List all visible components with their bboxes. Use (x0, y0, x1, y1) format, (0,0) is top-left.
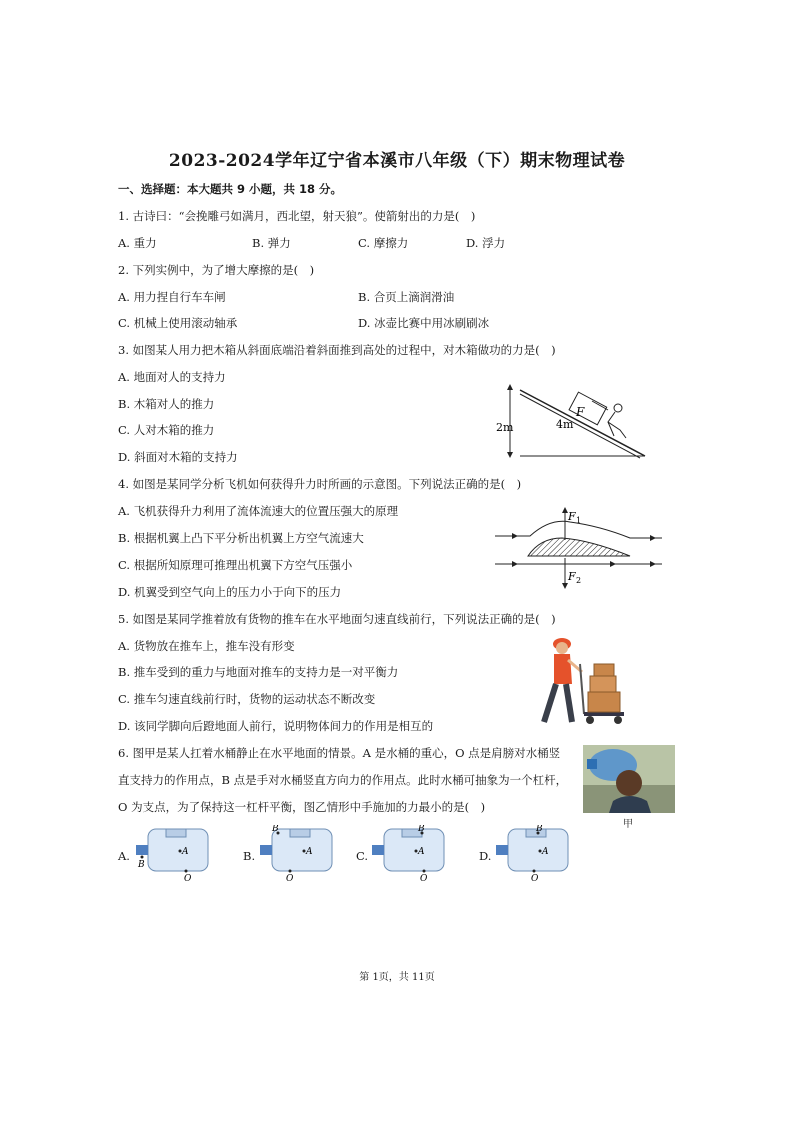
q3-option-d: D. 斜面对木箱的支持力 (118, 450, 238, 464)
lift-force-subscript: 1 (576, 516, 582, 525)
point-b-label: B (272, 825, 279, 834)
point-o-label: O (420, 874, 428, 883)
water-bucket-photo (583, 745, 675, 813)
q4-option-b: B. 根据机翼上凸下平分析出机翼上方空气流速大 (118, 531, 364, 545)
point-o-label: O (286, 874, 294, 883)
lift-force-label: F (568, 510, 576, 523)
incline-figure (490, 376, 650, 460)
q5-option-c: C. 推车匀速直线前行时，货物的运动状态不断改变 (118, 692, 376, 706)
point-a-label: A (418, 847, 425, 857)
question-5-stem: 5. 如图是某同学推着放有货物的推车在水平地面匀速直线前行，下列说法正确的是( ) (118, 612, 556, 626)
point-a-label: A (306, 847, 313, 857)
q2-option-d: D. 冰壶比赛中用冰刷刷冰 (358, 316, 490, 330)
q1-option-a: A. 重力 (118, 236, 157, 250)
question-6-line-2: 直支持力的作用点，B 点是手对水桶竖直方向力的作用点。此时水桶可抽象为一个杠杆， (118, 773, 568, 787)
question-4-stem: 4. 如图是某同学分析飞机如何获得升力时所画的示意图。下列说法正确的是( ) (118, 477, 522, 491)
q1-option-c: C. 摩擦力 (358, 236, 409, 250)
point-a-label: A (542, 847, 549, 857)
downward-force-subscript: 2 (576, 576, 582, 585)
q6-option-d-label: D. (479, 849, 492, 863)
bucket-option-b (258, 825, 338, 883)
q5-option-a: A. 货物放在推车上，推车没有形变 (118, 639, 295, 653)
cart-illustration (532, 634, 632, 730)
point-b-label: B (418, 825, 425, 834)
q2-option-b: B. 合页上滴润滑油 (358, 290, 455, 304)
question-6-line-3: O 为支点，为了保持这一杠杆平衡，图乙情形中手施加的力最小的是( ) (118, 800, 486, 814)
q5-option-b: B. 推车受到的重力与地面对推车的支持力是一对平衡力 (118, 665, 399, 679)
point-b-label: B (138, 860, 145, 870)
wing-figure (490, 500, 665, 592)
q4-option-a: A. 飞机获得升力利用了流体流速大的位置压强大的原理 (118, 504, 399, 518)
q5-option-d: D. 该同学脚向后蹬地面人前行，说明物体间力的作用是相互的 (118, 719, 434, 733)
q4-option-c: C. 根据所知原理可推理出机翼下方空气压强小 (118, 558, 353, 572)
q4-option-d: D. 机翼受到空气向上的压力小于向下的压力 (118, 585, 342, 599)
page-title: 2023-2024学年辽宁省本溪市八年级（下）期末物理试卷 (168, 151, 626, 171)
incline-height-label: 2m (496, 421, 514, 434)
bucket-option-a (134, 825, 214, 883)
q3-option-c: C. 人对木箱的推力 (118, 423, 215, 437)
section-heading: 一、选择题：本大题共 9 小题，共 18 分。 (118, 182, 343, 196)
point-o-label: O (184, 874, 192, 883)
q6-option-b-label: B. (243, 849, 256, 863)
page-footer: 第 1页，共 11页 (359, 972, 435, 983)
point-o-label: O (531, 874, 539, 883)
incline-force-label: F (576, 405, 585, 419)
q6-option-a-label: A. (118, 849, 130, 863)
photo-caption: 甲 (623, 819, 633, 830)
q1-option-d: D. 浮力 (466, 236, 506, 250)
bucket-option-c (370, 825, 450, 883)
question-6-line-1: 6. 图甲是某人扛着水桶静止在水平地面的情景。A 是水桶的重心，O 点是肩膀对水桶竖 (118, 746, 561, 760)
point-a-label: A (182, 847, 189, 857)
bucket-option-d (494, 825, 574, 883)
q1-option-b: B. 弹力 (252, 236, 291, 250)
q2-option-a: A. 用力捏自行车车闸 (118, 290, 226, 304)
question-1-stem: 1. 古诗曰：“会挽雕弓如满月，西北望，射天狼”。使箭射出的力是( ) (118, 209, 476, 223)
q6-option-c-label: C. (356, 849, 369, 863)
downward-force-label: F (568, 570, 576, 583)
question-2-stem: 2. 下列实例中，为了增大摩擦的是( ) (118, 263, 315, 277)
q3-option-a: A. 地面对人的支持力 (118, 370, 226, 384)
q2-option-c: C. 机械上使用滚动轴承 (118, 316, 238, 330)
question-3-stem: 3. 如图某人用力把木箱从斜面底端沿着斜面推到高处的过程中，对木箱做功的力是( ) (118, 343, 556, 357)
incline-length-label: 4m (556, 418, 574, 431)
q3-option-b: B. 木箱对人的推力 (118, 397, 215, 411)
point-b-label: B (536, 825, 543, 834)
